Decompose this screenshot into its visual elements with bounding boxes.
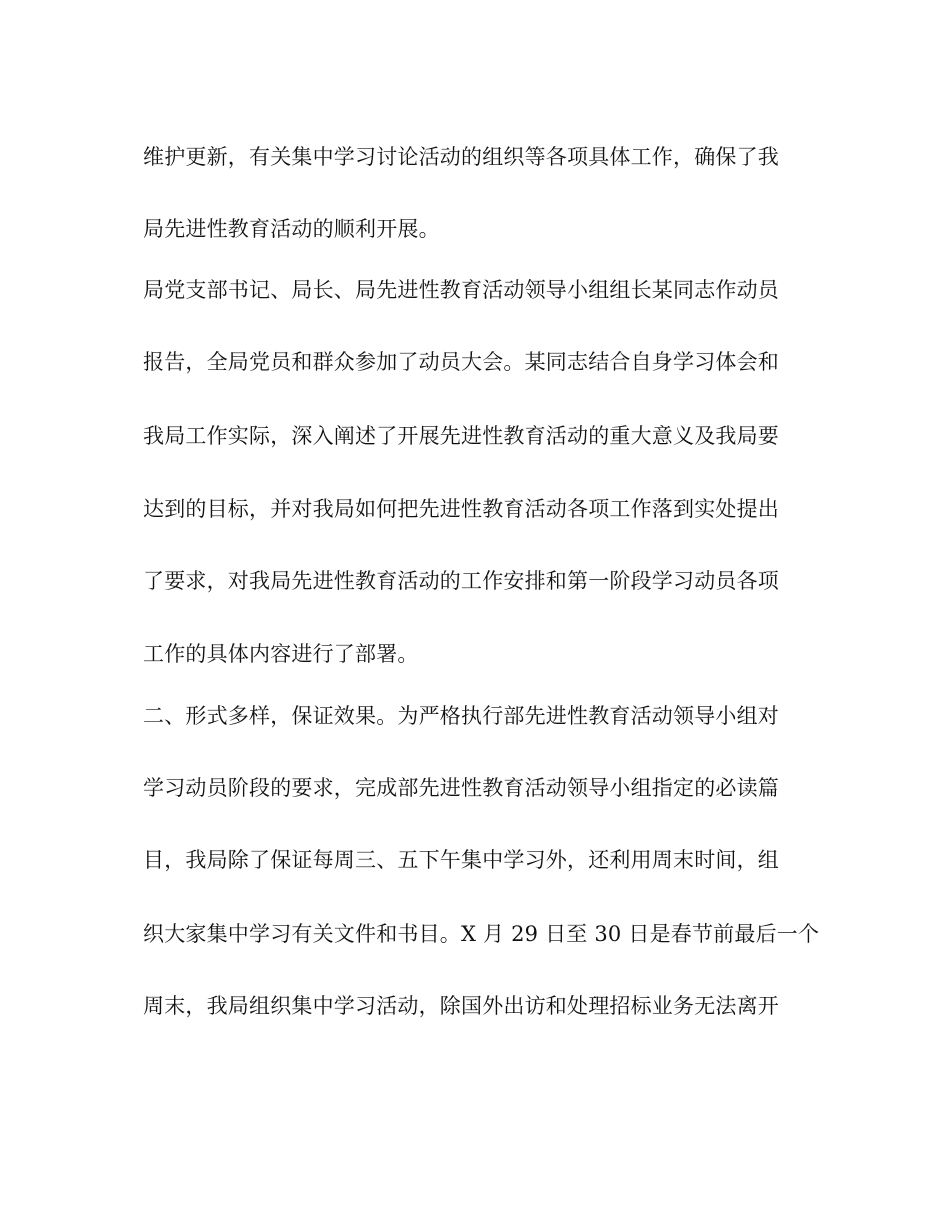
text-line: 了要求，对我局先进性教育活动的工作安排和第一阶段学习动员各项 [143,569,779,593]
text-line: 局党支部书记、局长、局先进性教育活动领导小组组长某同志作动员 [143,278,779,302]
text-line: 学习动员阶段的要求，完成部先进性教育活动领导小组指定的必读篇 [143,776,779,800]
text-line: 周末，我局组织集中学习活动，除国外出访和处理招标业务无法离开 [143,994,779,1018]
text-line: 织大家集中学习有关文件和书目。X 月 29 日至 30 日是春节前最后一个 [143,922,820,946]
text-line: 报告，全局党员和群众参加了动员大会。某同志结合自身学习体会和 [143,350,779,374]
text-line: 达到的目标，并对我局如何把先进性教育活动各项工作落到实处提出 [143,497,779,521]
text-line: 局先进性教育活动的顺利开展。 [143,217,440,241]
text-line: 目，我局除了保证每周三、五下午集中学习外，还利用周末时间，组 [143,848,779,872]
text-line: 工作的具体内容进行了部署。 [143,642,419,666]
text-line: 维护更新，有关集中学习讨论活动的组织等各项具体工作，确保了我 [143,145,779,169]
text-line: 二、形式多样，保证效果。为严格执行部先进性教育活动领导小组对 [143,704,779,728]
text-line: 我局工作实际，深入阐述了开展先进性教育活动的重大意义及我局要 [143,424,779,448]
